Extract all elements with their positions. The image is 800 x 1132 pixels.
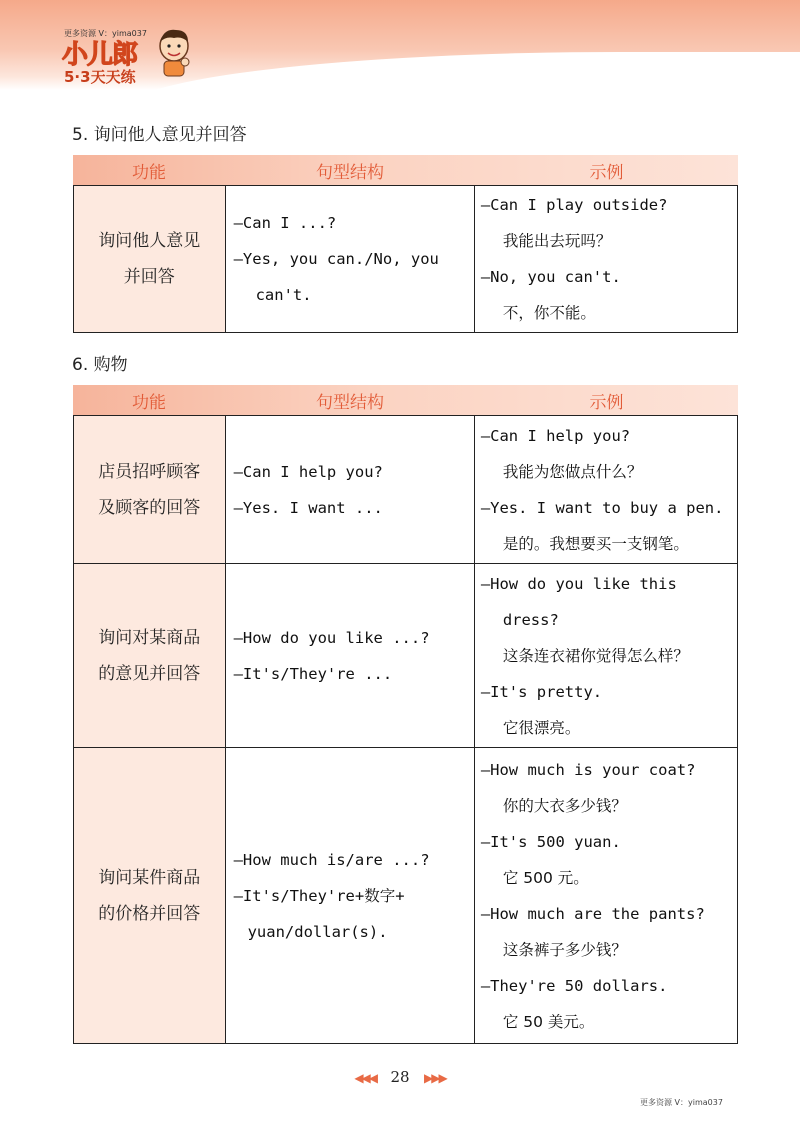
- arrow-right-icon: ▶▶▶: [424, 1071, 446, 1085]
- example-en: —How do you like this: [480, 574, 677, 593]
- example-cell: [475, 416, 737, 563]
- function-cell: [74, 564, 226, 747]
- example-en: —Can I play outside?: [480, 196, 668, 214]
- function-line: 询问对某商品: [98, 627, 201, 648]
- logo-title: 小儿郎: [62, 40, 138, 70]
- example-cell: [475, 186, 737, 332]
- table-row: [74, 415, 737, 563]
- example-cn: 这条连衣裙你觉得怎么样？: [502, 646, 689, 665]
- example-en: —How much are the pants?: [480, 904, 705, 923]
- example-en: —It's 500 yuan.: [480, 832, 621, 851]
- structure-line: yuan/dollar(s).: [247, 922, 388, 941]
- example-en: —No, you can't.: [480, 268, 621, 286]
- example-cn: 不，你不能。: [502, 304, 596, 322]
- structure-cell: [226, 748, 475, 1043]
- function-line: 的价格并回答: [98, 903, 201, 924]
- structure-cell: [226, 564, 475, 747]
- function-line: 的意见并回答: [98, 663, 201, 684]
- logo-subtitle: 5·3天天练: [64, 68, 136, 86]
- section-title-6: 6. 购物: [72, 355, 128, 375]
- table-row: [74, 747, 737, 1043]
- column-header-example: 示例: [589, 392, 624, 413]
- arrow-left-icon: ◀◀◀: [354, 1071, 376, 1085]
- section-title-5: 5. 询问他人意见并回答: [72, 125, 247, 145]
- table-row: [74, 185, 737, 332]
- example-en: —How much is your coat?: [480, 760, 696, 779]
- example-cell: [475, 564, 737, 747]
- function-line: 询问他人意见: [98, 231, 201, 251]
- table-header: [73, 385, 738, 415]
- logo-top-text: 更多资源 V：yima037: [64, 29, 147, 38]
- table-shopping: [73, 385, 738, 1044]
- structure-line: —It's/They're ...: [233, 664, 393, 683]
- example-cn: 这条裤子多少钱？: [502, 940, 627, 959]
- example-en: —It's pretty.: [480, 682, 603, 701]
- example-cn: 你的大衣多少钱？: [502, 796, 627, 815]
- function-line: 及顾客的回答: [98, 497, 201, 518]
- structure-line: —Yes, you can./No, you: [233, 250, 439, 268]
- column-header-function: 功能: [132, 162, 166, 183]
- example-en: —They're 50 dollars.: [480, 976, 668, 995]
- example-en: —Can I help you?: [480, 426, 631, 445]
- structure-line: —Can I help you?: [233, 462, 383, 481]
- example-cell: [475, 748, 737, 1043]
- column-header-function: 功能: [132, 392, 166, 413]
- function-line: 店员招呼顾客: [98, 461, 201, 482]
- function-cell: [74, 748, 226, 1043]
- example-cn: 我能出去玩吗？: [502, 232, 612, 250]
- function-cell: [74, 186, 226, 332]
- watermark-text: 更多资源 V：yima037: [640, 1098, 723, 1107]
- example-cn: 是的。我想要买一支钢笔。: [502, 534, 689, 553]
- structure-cell: [226, 416, 475, 563]
- table-ask-opinion: [73, 155, 738, 333]
- column-header-structure: 句型结构: [316, 392, 384, 413]
- structure-line: —How much is/are ...?: [233, 850, 430, 869]
- mascot-icon: [154, 26, 194, 78]
- function-line: 并回答: [123, 267, 175, 287]
- example-cn: 我能为您做点什么？: [502, 462, 643, 481]
- structure-line: —How do you like ...?: [233, 628, 430, 647]
- page-number: 28: [390, 1068, 410, 1086]
- example-en-continued: dress?: [502, 610, 559, 629]
- function-cell: [74, 416, 226, 563]
- column-header-example: 示例: [589, 162, 624, 183]
- table-header: [73, 155, 738, 185]
- example-cn: 它 50 美元。: [502, 1012, 595, 1031]
- table-row: [74, 563, 737, 747]
- brand-logo: [62, 22, 182, 84]
- example-cn: 它很漂亮。: [502, 718, 581, 737]
- structure-cell: [226, 186, 475, 332]
- structure-line: —It's/They're+数字+: [233, 886, 405, 905]
- function-line: 询问某件商品: [98, 867, 201, 888]
- page-footer: [0, 1068, 800, 1086]
- column-header-structure: 句型结构: [316, 162, 384, 183]
- example-cn: 它 500 元。: [502, 868, 589, 887]
- structure-line: —Can I ...?: [233, 214, 337, 232]
- structure-line: can't.: [255, 286, 312, 304]
- example-en: —Yes. I want to buy a pen.: [480, 498, 724, 517]
- structure-line: —Yes. I want ...: [233, 498, 383, 517]
